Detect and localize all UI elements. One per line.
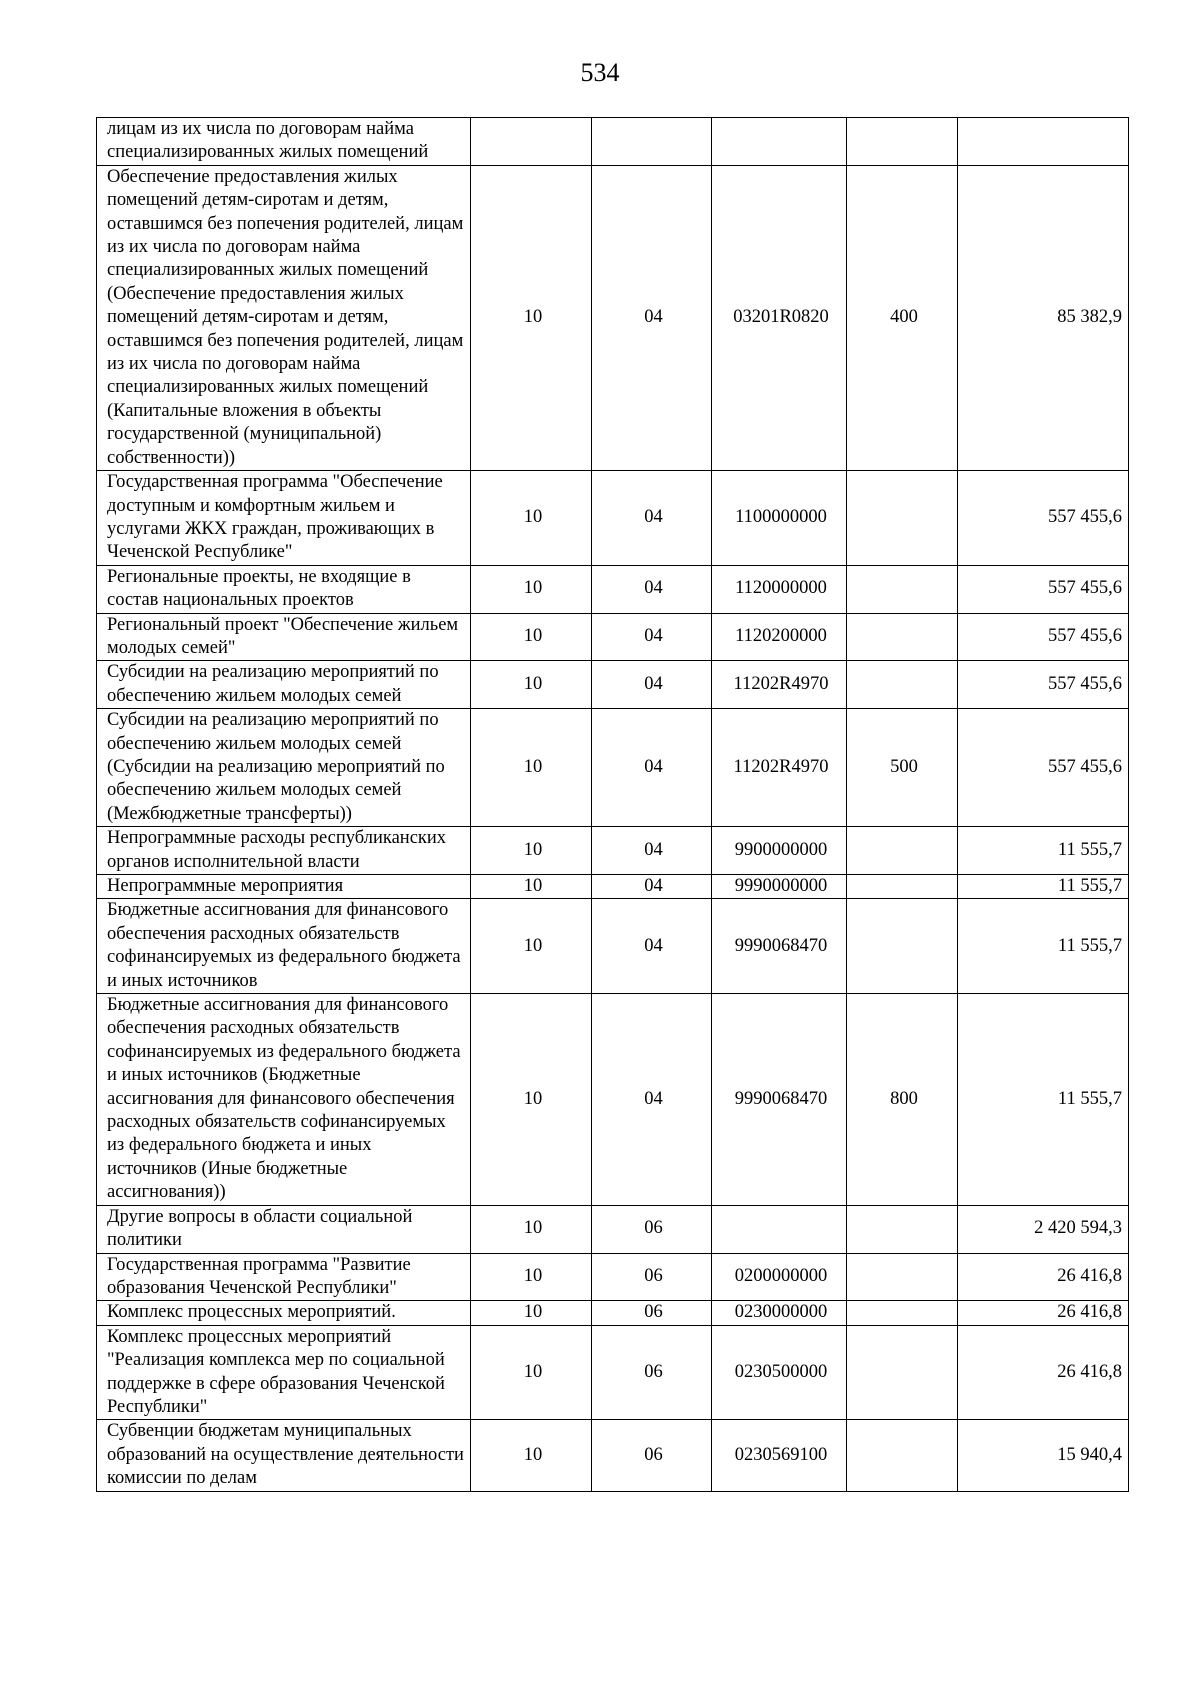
cell-subsection: 04 (592, 661, 712, 709)
cell-expense-type (847, 1325, 958, 1420)
table-row (97, 565, 1129, 613)
cell-name: Комплекс процессных мероприятий "Реализация комплекса мер по социальной поддержке в сфере образования Чеченской Республики" (97, 1325, 471, 1420)
cell-name: Другие вопросы в области социальной политики (97, 1205, 471, 1253)
cell-target-article: 0200000000 (712, 1253, 847, 1301)
table-row (97, 471, 1129, 566)
cell-subsection: 06 (592, 1253, 712, 1301)
cell-name: Субвенции бюджетам муниципальных образований на осуществление деятельности комиссии по делам (97, 1420, 471, 1491)
cell-subsection: 04 (592, 165, 712, 470)
cell-subsection: 04 (592, 565, 712, 613)
cell-name: Региональный проект "Обеспечение жильем молодых семей" (97, 613, 471, 661)
cell-section: 10 (471, 1420, 592, 1491)
cell-section: 10 (471, 875, 592, 899)
cell-sum: 85 382,9 (958, 165, 1129, 470)
cell-sum: 2 420 594,3 (958, 1205, 1129, 1253)
cell-section: 10 (471, 471, 592, 566)
cell-sum (958, 118, 1129, 166)
cell-subsection: 06 (592, 1301, 712, 1325)
table-row (97, 1253, 1129, 1301)
cell-subsection: 04 (592, 827, 712, 875)
cell-subsection: 04 (592, 613, 712, 661)
cell-name: Региональные проекты, не входящие в состав национальных проектов (97, 565, 471, 613)
cell-target-article: 9990000000 (712, 875, 847, 899)
cell-name: Государственная программа "Развитие образования Чеченской Республики" (97, 1253, 471, 1301)
cell-name: Комплекс процессных мероприятий. (97, 1301, 471, 1325)
cell-subsection: 06 (592, 1325, 712, 1420)
cell-subsection (592, 118, 712, 166)
cell-expense-type (847, 613, 958, 661)
cell-subsection: 04 (592, 994, 712, 1206)
table-row (97, 709, 1129, 827)
cell-section: 10 (471, 827, 592, 875)
cell-expense-type (847, 118, 958, 166)
cell-section: 10 (471, 1205, 592, 1253)
cell-section (471, 118, 592, 166)
cell-section: 10 (471, 1253, 592, 1301)
cell-sum: 557 455,6 (958, 661, 1129, 709)
cell-section: 10 (471, 613, 592, 661)
cell-target-article: 9990068470 (712, 994, 847, 1206)
cell-section: 10 (471, 994, 592, 1206)
table-row (97, 165, 1129, 470)
cell-name: Субсидии на реализацию мероприятий по обеспечению жильем молодых семей (97, 661, 471, 709)
cell-name: лицам из их числа по договорам найма специализированных жилых помещений (97, 118, 471, 166)
cell-sum: 557 455,6 (958, 709, 1129, 827)
cell-subsection: 04 (592, 875, 712, 899)
table-row (97, 1325, 1129, 1420)
cell-sum: 557 455,6 (958, 613, 1129, 661)
table-row (97, 1420, 1129, 1491)
table-row (97, 661, 1129, 709)
cell-target-article: 0230569100 (712, 1420, 847, 1491)
cell-name: Обеспечение предоставления жилых помещений детям-сиротам и детям, оставшимся без попечения родителей, лицам из их числа по договорам найма специализированных жилых помещений (Обеспечение предоставления жилых помещений детям-сиротам и детям, оставшимся без попечения родителей, лицам из их числа по договорам найма специализированных жилых помещений (Капитальные вложения в объекты государственной (муниципальной) собственности)) (97, 165, 471, 470)
cell-name: Бюджетные ассигнования для финансового обеспечения расходных обязательств софинансируемых из федерального бюджета и иных источников (97, 899, 471, 994)
cell-section: 10 (471, 1301, 592, 1325)
cell-sum: 11 555,7 (958, 827, 1129, 875)
cell-sum: 557 455,6 (958, 565, 1129, 613)
table-row (97, 827, 1129, 875)
cell-target-article: 03201R0820 (712, 165, 847, 470)
cell-name: Непрограммные мероприятия (97, 875, 471, 899)
cell-subsection: 06 (592, 1205, 712, 1253)
cell-target-article: 9990068470 (712, 899, 847, 994)
cell-name: Субсидии на реализацию мероприятий по обеспечению жильем молодых семей (Субсидии на реализацию мероприятий по обеспечению жильем молодых семей (Межбюджетные трансферты)) (97, 709, 471, 827)
cell-sum: 26 416,8 (958, 1325, 1129, 1420)
cell-expense-type (847, 1420, 958, 1491)
cell-target-article: 9900000000 (712, 827, 847, 875)
cell-target-article: 0230500000 (712, 1325, 847, 1420)
table-row (97, 899, 1129, 994)
cell-expense-type (847, 827, 958, 875)
cell-sum: 15 940,4 (958, 1420, 1129, 1491)
table-row (97, 613, 1129, 661)
cell-name: Государственная программа "Обеспечение доступным и комфортным жильем и услугами ЖКХ граждан, проживающих в Чеченской Республике" (97, 471, 471, 566)
table-row (97, 1205, 1129, 1253)
table-row (97, 118, 1129, 166)
cell-target-article: 1120000000 (712, 565, 847, 613)
cell-expense-type (847, 1301, 958, 1325)
cell-sum: 11 555,7 (958, 875, 1129, 899)
cell-expense-type (847, 1253, 958, 1301)
table-row (97, 1301, 1129, 1325)
cell-expense-type (847, 875, 958, 899)
cell-subsection: 04 (592, 899, 712, 994)
cell-target-article: 0230000000 (712, 1301, 847, 1325)
cell-target-article: 1100000000 (712, 471, 847, 566)
cell-section: 10 (471, 709, 592, 827)
cell-target-article: 11202R4970 (712, 709, 847, 827)
cell-subsection: 06 (592, 1420, 712, 1491)
cell-name: Непрограммные расходы республиканских органов исполнительной власти (97, 827, 471, 875)
cell-expense-type: 400 (847, 165, 958, 470)
cell-target-article: 1120200000 (712, 613, 847, 661)
cell-sum: 11 555,7 (958, 994, 1129, 1206)
cell-section: 10 (471, 899, 592, 994)
cell-target-article (712, 1205, 847, 1253)
cell-target-article: 11202R4970 (712, 661, 847, 709)
cell-expense-type (847, 899, 958, 994)
table-row (97, 994, 1129, 1206)
page-number: 534 (580, 58, 620, 87)
cell-subsection: 04 (592, 709, 712, 827)
cell-section: 10 (471, 165, 592, 470)
cell-section: 10 (471, 1325, 592, 1420)
cell-expense-type (847, 565, 958, 613)
cell-subsection: 04 (592, 471, 712, 566)
table-body (97, 118, 1129, 1492)
cell-target-article (712, 118, 847, 166)
cell-expense-type (847, 1205, 958, 1253)
cell-expense-type: 500 (847, 709, 958, 827)
cell-section: 10 (471, 661, 592, 709)
cell-sum: 26 416,8 (958, 1301, 1129, 1325)
cell-sum: 557 455,6 (958, 471, 1129, 566)
cell-section: 10 (471, 565, 592, 613)
cell-sum: 11 555,7 (958, 899, 1129, 994)
cell-expense-type (847, 471, 958, 566)
budget-table (96, 117, 1129, 1492)
table-row (97, 875, 1129, 899)
cell-sum: 26 416,8 (958, 1253, 1129, 1301)
cell-expense-type: 800 (847, 994, 958, 1206)
cell-expense-type (847, 661, 958, 709)
cell-name: Бюджетные ассигнования для финансового обеспечения расходных обязательств софинансируемых из федерального бюджета и иных источников (Бюджетные ассигнования для финансового обеспечения расходных обязательств софинансируемых из федерального бюджета и иных источников (Иные бюджетные ассигнования)) (97, 994, 471, 1206)
